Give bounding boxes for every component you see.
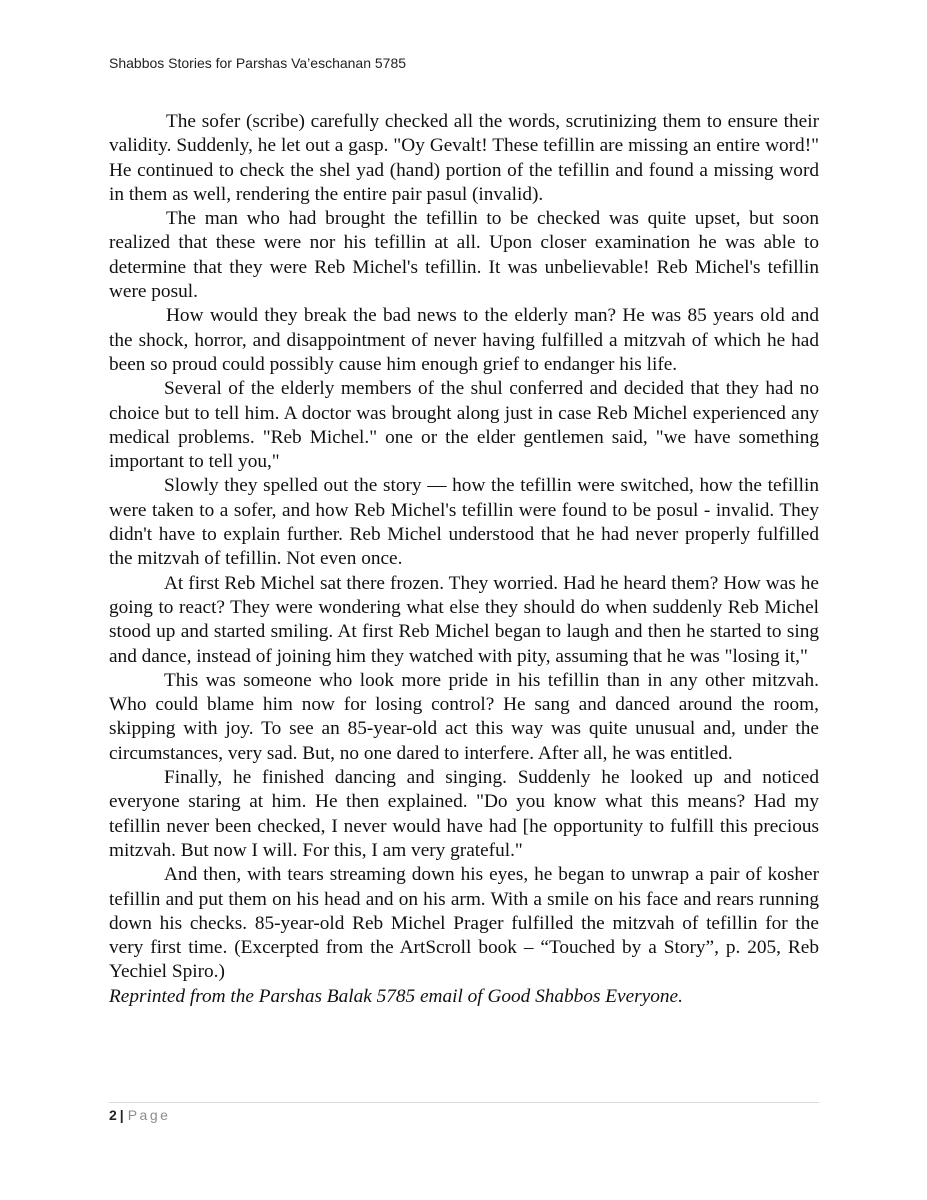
story-paragraph: The sofer (scribe) carefully checked all the words, scrutinizing them to ensure their validity. Suddenly, he let out a gasp. "Oy Gevalt! These tefillin are missing an entire word!" He continued to check the shel yad (hand) portion of the tefillin and found a missing word in them as well, rendering the entire pair pasul (invalid). (109, 111, 819, 205)
story-paragraph: Several of the elderly members of the shul conferred and decided that they had no choice but to tell him. A doctor was brought along just in case Reb Michel experienced any medical problems. "Reb Michel." one or the elder gentlemen said, "we have something important to tell you," (109, 378, 819, 473)
story-paragraph: And then, with tears streaming down his eyes, he began to unwrap a pair of kosher tefillin and put them on his head and on his arm. With a smile on his face and rears running down his checks. 85-year-old Reb Michel Prager fulfilled the mitzvah of tefillin for the very first time. (Excerpted from the ArtScroll book – “Touched by a Story”, p. 205, Reb Yechiel Spiro.) (109, 864, 819, 983)
footer-separator: | (119, 1107, 124, 1123)
page-footer (109, 1107, 170, 1123)
story-paragraph: This was someone who look more pride in his tefillin than in any other mitzvah. Who could blame him now for losing control? He sang and danced around the room, skipping with joy. To see an 85-year-old act this way was quite unusual and, under the circumstances, very sad. But, no one dared to interfere. After all, he was entitled. (109, 669, 819, 764)
story-body (109, 110, 819, 1009)
page-header: Shabbos Stories for Parshas Va’eschanan 5785 (109, 55, 407, 71)
reprint-credit: Reprinted from the Parshas Balak 5785 email of Good Shabbos Everyone. (109, 985, 683, 1007)
story-paragraph: Finally, he finished dancing and singing. Suddenly he looked up and noticed everyone staring at him. He then explained. "Do you know what this means? Had my tefillin never been checked, I never would have had [he opportunity to fulfill this precious mitzvah. But now I will. For this, I am very grateful." (109, 767, 819, 861)
story-paragraph: At first Reb Michel sat there frozen. They worried. Had he heard them? How was he going to react? They were wondering what else they should do when suddenly Reb Michel stood up and started smiling. At first Reb Michel began to laugh and then he started to sing and dance, instead of joining him they watched with pity, assuming that he was "losing it," (109, 572, 819, 667)
story-paragraph: Slowly they spelled out the story — how the tefillin were switched, how the tefillin were taken to a sofer, and how Reb Michel's tefillin were found to be posul - invalid. They didn't have to explain further. Reb Michel understood that he had never properly fulfilled the mitzvah of tefillin. Not even once. (109, 475, 819, 570)
page-label: Page (127, 1107, 171, 1123)
page-number: 2 (109, 1107, 117, 1123)
footer-divider (109, 1102, 819, 1103)
story-paragraph: How would they break the bad news to the elderly man? He was 85 years old and the shock, horror, and disappointment of never having fulfilled a mitzvah of which he had been so proud could possibly cause him enough grief to endanger his life. (109, 305, 819, 375)
story-paragraph: The man who had brought the tefillin to be checked was quite upset, but soon realized that these were nor his tefillin at all. Upon closer examination he was able to determine that they were Reb Michel's tefillin. It was unbelievable! Reb Michel's tefillin were posul. (109, 208, 819, 303)
